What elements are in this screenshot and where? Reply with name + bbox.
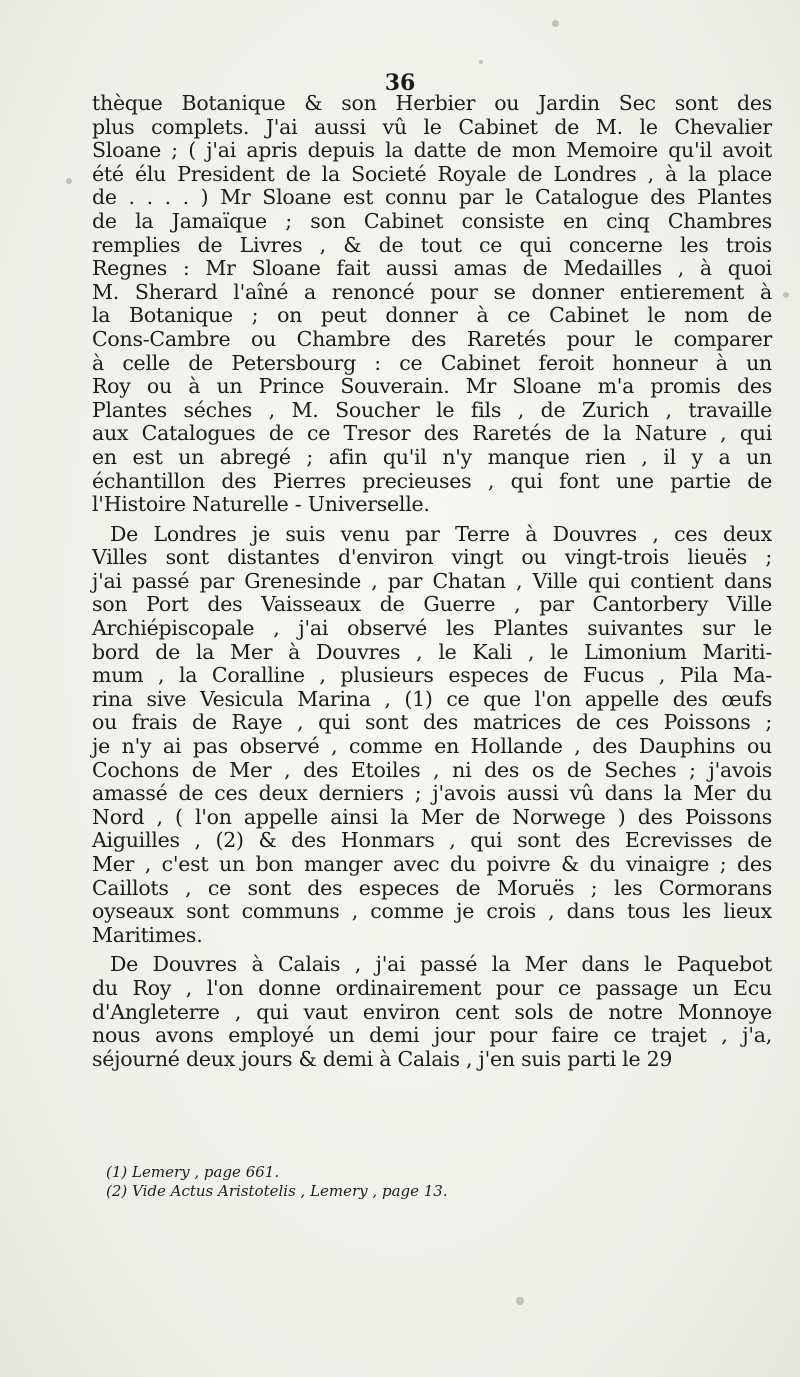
text-line: bord de la Mer à Douvres , le Kali , le Limonium Mariti- [92, 639, 772, 664]
text-line: mum , la Coralline , plusieurs especes de Fucus , Pila Ma- [92, 663, 772, 688]
text-line: d'Angleterre , qui vaut environ cent sols de notre Monnoye [92, 999, 772, 1024]
footnotes [106, 1163, 448, 1201]
text-line: Nord , ( l'on appelle ainsi la Mer de Norwege ) des Poissons [92, 804, 772, 829]
text-line: Cochons de Mer , des Etoiles , ni des os de Seches ; j'avois [92, 757, 772, 782]
ink-spot [516, 1297, 524, 1305]
text-line: Caillots , ce sont des especes de Moruës ; les Cormorans [92, 875, 772, 900]
text-line: Aiguilles , (2) & des Honmars , qui sont des Ecrevisses de [92, 828, 772, 853]
text-line: plus complets. J'ai aussi vû le Cabinet de M. le Chevalier [92, 114, 772, 139]
text-line: de . . . . ) Mr Sloane est connu par le Catalogue des Plantes [92, 185, 772, 210]
text-line: son Port des Vaisseaux de Guerre , par Cantorbery Ville [92, 592, 772, 617]
text-line: Plantes séches , M. Soucher le fils , de Zurich , travaille [92, 397, 772, 422]
text-line: la Botanique ; on peut donner à ce Cabinet le nom de [92, 303, 772, 328]
text-line: j'ai passé par Grenesinde , par Chatan , Ville qui contient dans [92, 568, 772, 593]
text-line: amassé de ces deux derniers ; j'avois aussi vû dans la Mer du [92, 781, 772, 806]
text-line: oyseaux sont communs , comme je crois , dans tous les lieux [92, 899, 772, 924]
paragraph [92, 953, 772, 1071]
text-line: Villes sont distantes d'environ vingt ou vingt-trois lieuës ; [92, 545, 772, 570]
text-line: à celle de Petersbourg : ce Cabinet feroit honneur à un [92, 350, 772, 375]
body-text [92, 92, 772, 1071]
text-line: Archiépiscopale , j'ai observé les Plantes suivantes sur le [92, 616, 772, 641]
text-line: Maritimes. [92, 922, 203, 947]
text-line: De Douvres à Calais , j'ai passé la Mer dans le Paquebot [110, 952, 772, 977]
text-line: je n'y ai pas observé , comme en Hollande , des Dauphins ou [92, 734, 772, 759]
text-line: De Londres je suis venu par Terre à Douvres , ces deux [110, 521, 772, 546]
text-line: ou frais de Raye , qui sont des matrices de ces Poissons ; [92, 710, 772, 735]
page-number: 36 [384, 70, 416, 96]
ink-spot [552, 20, 559, 27]
text-line: M. Sherard l'aîné a renoncé pour se donner entierement à [92, 279, 772, 304]
paragraph-container [92, 92, 772, 1071]
text-line: Cons-Cambre ou Chambre des Raretés pour le comparer [92, 326, 772, 351]
ink-spot [479, 60, 483, 64]
text-line: thèque Botanique & son Herbier ou Jardin Sec sont des [92, 91, 772, 115]
text-line: séjourné deux jours & demi à Calais , j'en suis parti le 29 [92, 1046, 673, 1071]
text-line: Roy ou à un Prince Souverain. Mr Sloane m'a promis des [92, 374, 772, 399]
text-line: du Roy , l'on donne ordinairement pour ce passage un Ecu [92, 975, 772, 1000]
footnote: (2) Vide Actus Aristotelis , Lemery , page 13. [106, 1182, 448, 1200]
paragraph [92, 92, 772, 517]
text-line: en est un abregé ; afin qu'il n'y manque rien , il y a un [92, 444, 772, 469]
text-line: rina sive Vesicula Marina , (1) ce que l'on appelle des œufs [92, 686, 772, 711]
ink-spot [783, 292, 789, 298]
text-line: l'Histoire Naturelle - Universelle. [92, 492, 430, 517]
text-line: Regnes : Mr Sloane fait aussi amas de Medailles , à quoi [92, 256, 772, 281]
text-line: de la Jamaïque ; son Cabinet consiste en cinq Chambres [92, 208, 772, 233]
ink-spot [66, 178, 72, 184]
text-line: aux Catalogues de ce Tresor des Raretés de la Nature , qui [92, 421, 772, 446]
text-line: Sloane ; ( j'ai apris depuis la datte de mon Memoire qu'il avoit [92, 138, 772, 163]
text-line: échantillon des Pierres precieuses , qui font une partie de [92, 468, 772, 493]
paragraph [92, 523, 772, 948]
text-line: Mer , c'est un bon manger avec du poivre & du vinaigre ; des [92, 852, 772, 876]
text-line: remplies de Livres , & de tout ce qui concerne les trois [92, 232, 772, 257]
text-line: été élu President de la Societé Royale de Londres , à la place [92, 161, 772, 186]
text-line: nous avons employé un demi jour pour faire ce trajet , j'a, [92, 1023, 772, 1048]
footnote: (1) Lemery , page 661. [106, 1163, 280, 1181]
